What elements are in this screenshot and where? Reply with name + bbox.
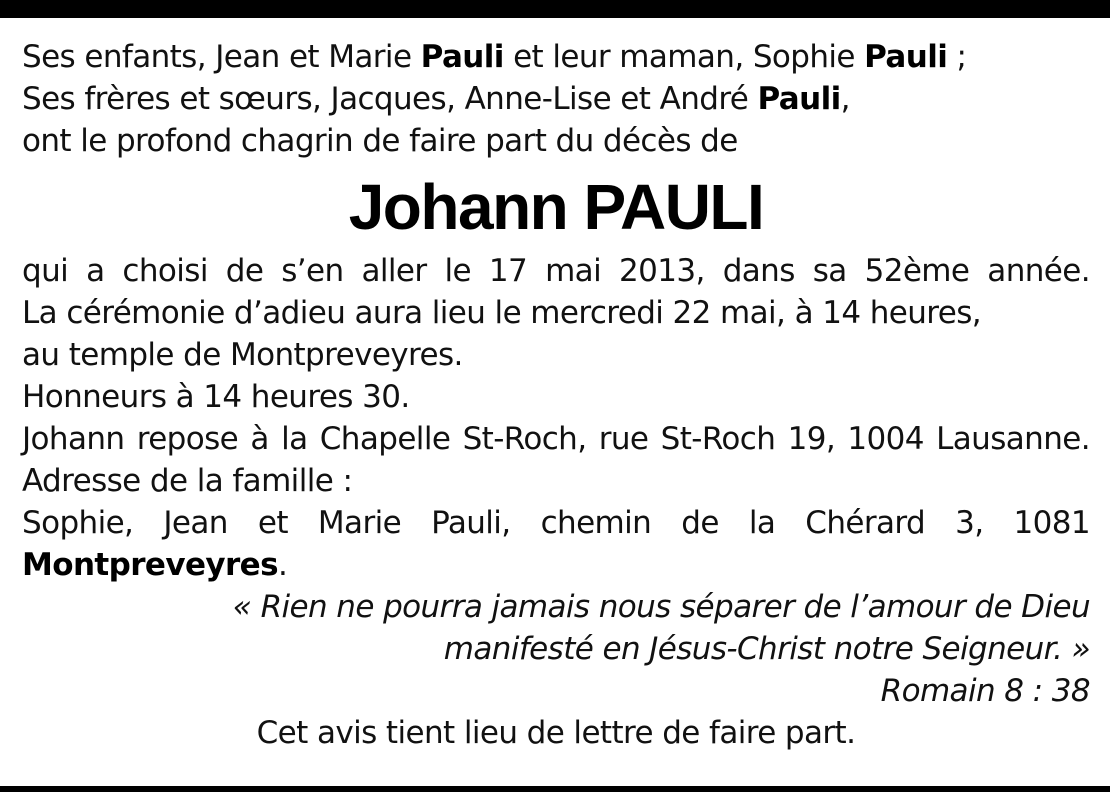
detail-line-ceremony: La cérémonie d’adieu aura lieu le mercredi 22 mai, à 14 heures,: [22, 295, 982, 331]
detail-line-passing: qui a choisi de s’en aller le 17 mai 2013, dans sa 52ème année.: [22, 253, 1090, 289]
verse-line-2: manifesté en Jésus-Christ notre Seigneur. »: [443, 631, 1090, 667]
top-border-rule: [0, 0, 1110, 18]
detail-line-temple: au temple de Montpreveyres.: [22, 337, 463, 373]
intro-line-siblings: Ses frères et sœurs, Jacques, Anne-Lise et André Pauli,: [22, 81, 850, 117]
family-name: Pauli: [864, 39, 948, 75]
detail-line-address: Sophie, Jean et Marie Pauli, chemin de la Chérard 3, 1081: [22, 505, 1090, 541]
bottom-border-rule: [0, 786, 1110, 792]
obituary-notice: [22, 36, 1090, 754]
verse-reference: Romain 8 : 38: [880, 673, 1090, 709]
closing-note: Cet avis tient lieu de lettre de faire part.: [256, 715, 856, 751]
family-name: Pauli: [420, 39, 504, 75]
detail-line-address-label: Adresse de la famille :: [22, 463, 353, 499]
detail-line-honours: Honneurs à 14 heures 30.: [22, 379, 410, 415]
town-name: Montpreveyres: [22, 547, 278, 583]
deceased-name-heading: Johann PAULI: [348, 171, 764, 243]
detail-line-chapel: Johann repose à la Chapelle St-Roch, rue St-Roch 19, 1004 Lausanne.: [22, 421, 1090, 457]
intro-line-children: Ses enfants, Jean et Marie Pauli et leur maman, Sophie Pauli ;: [22, 39, 967, 75]
family-name: Pauli: [757, 81, 841, 117]
verse-line-1: « Rien ne pourra jamais nous séparer de l’amour de Dieu: [232, 589, 1090, 625]
detail-line-town: Montpreveyres.: [22, 547, 288, 583]
intro-line-announcement: ont le profond chagrin de faire part du décès de: [22, 123, 738, 159]
